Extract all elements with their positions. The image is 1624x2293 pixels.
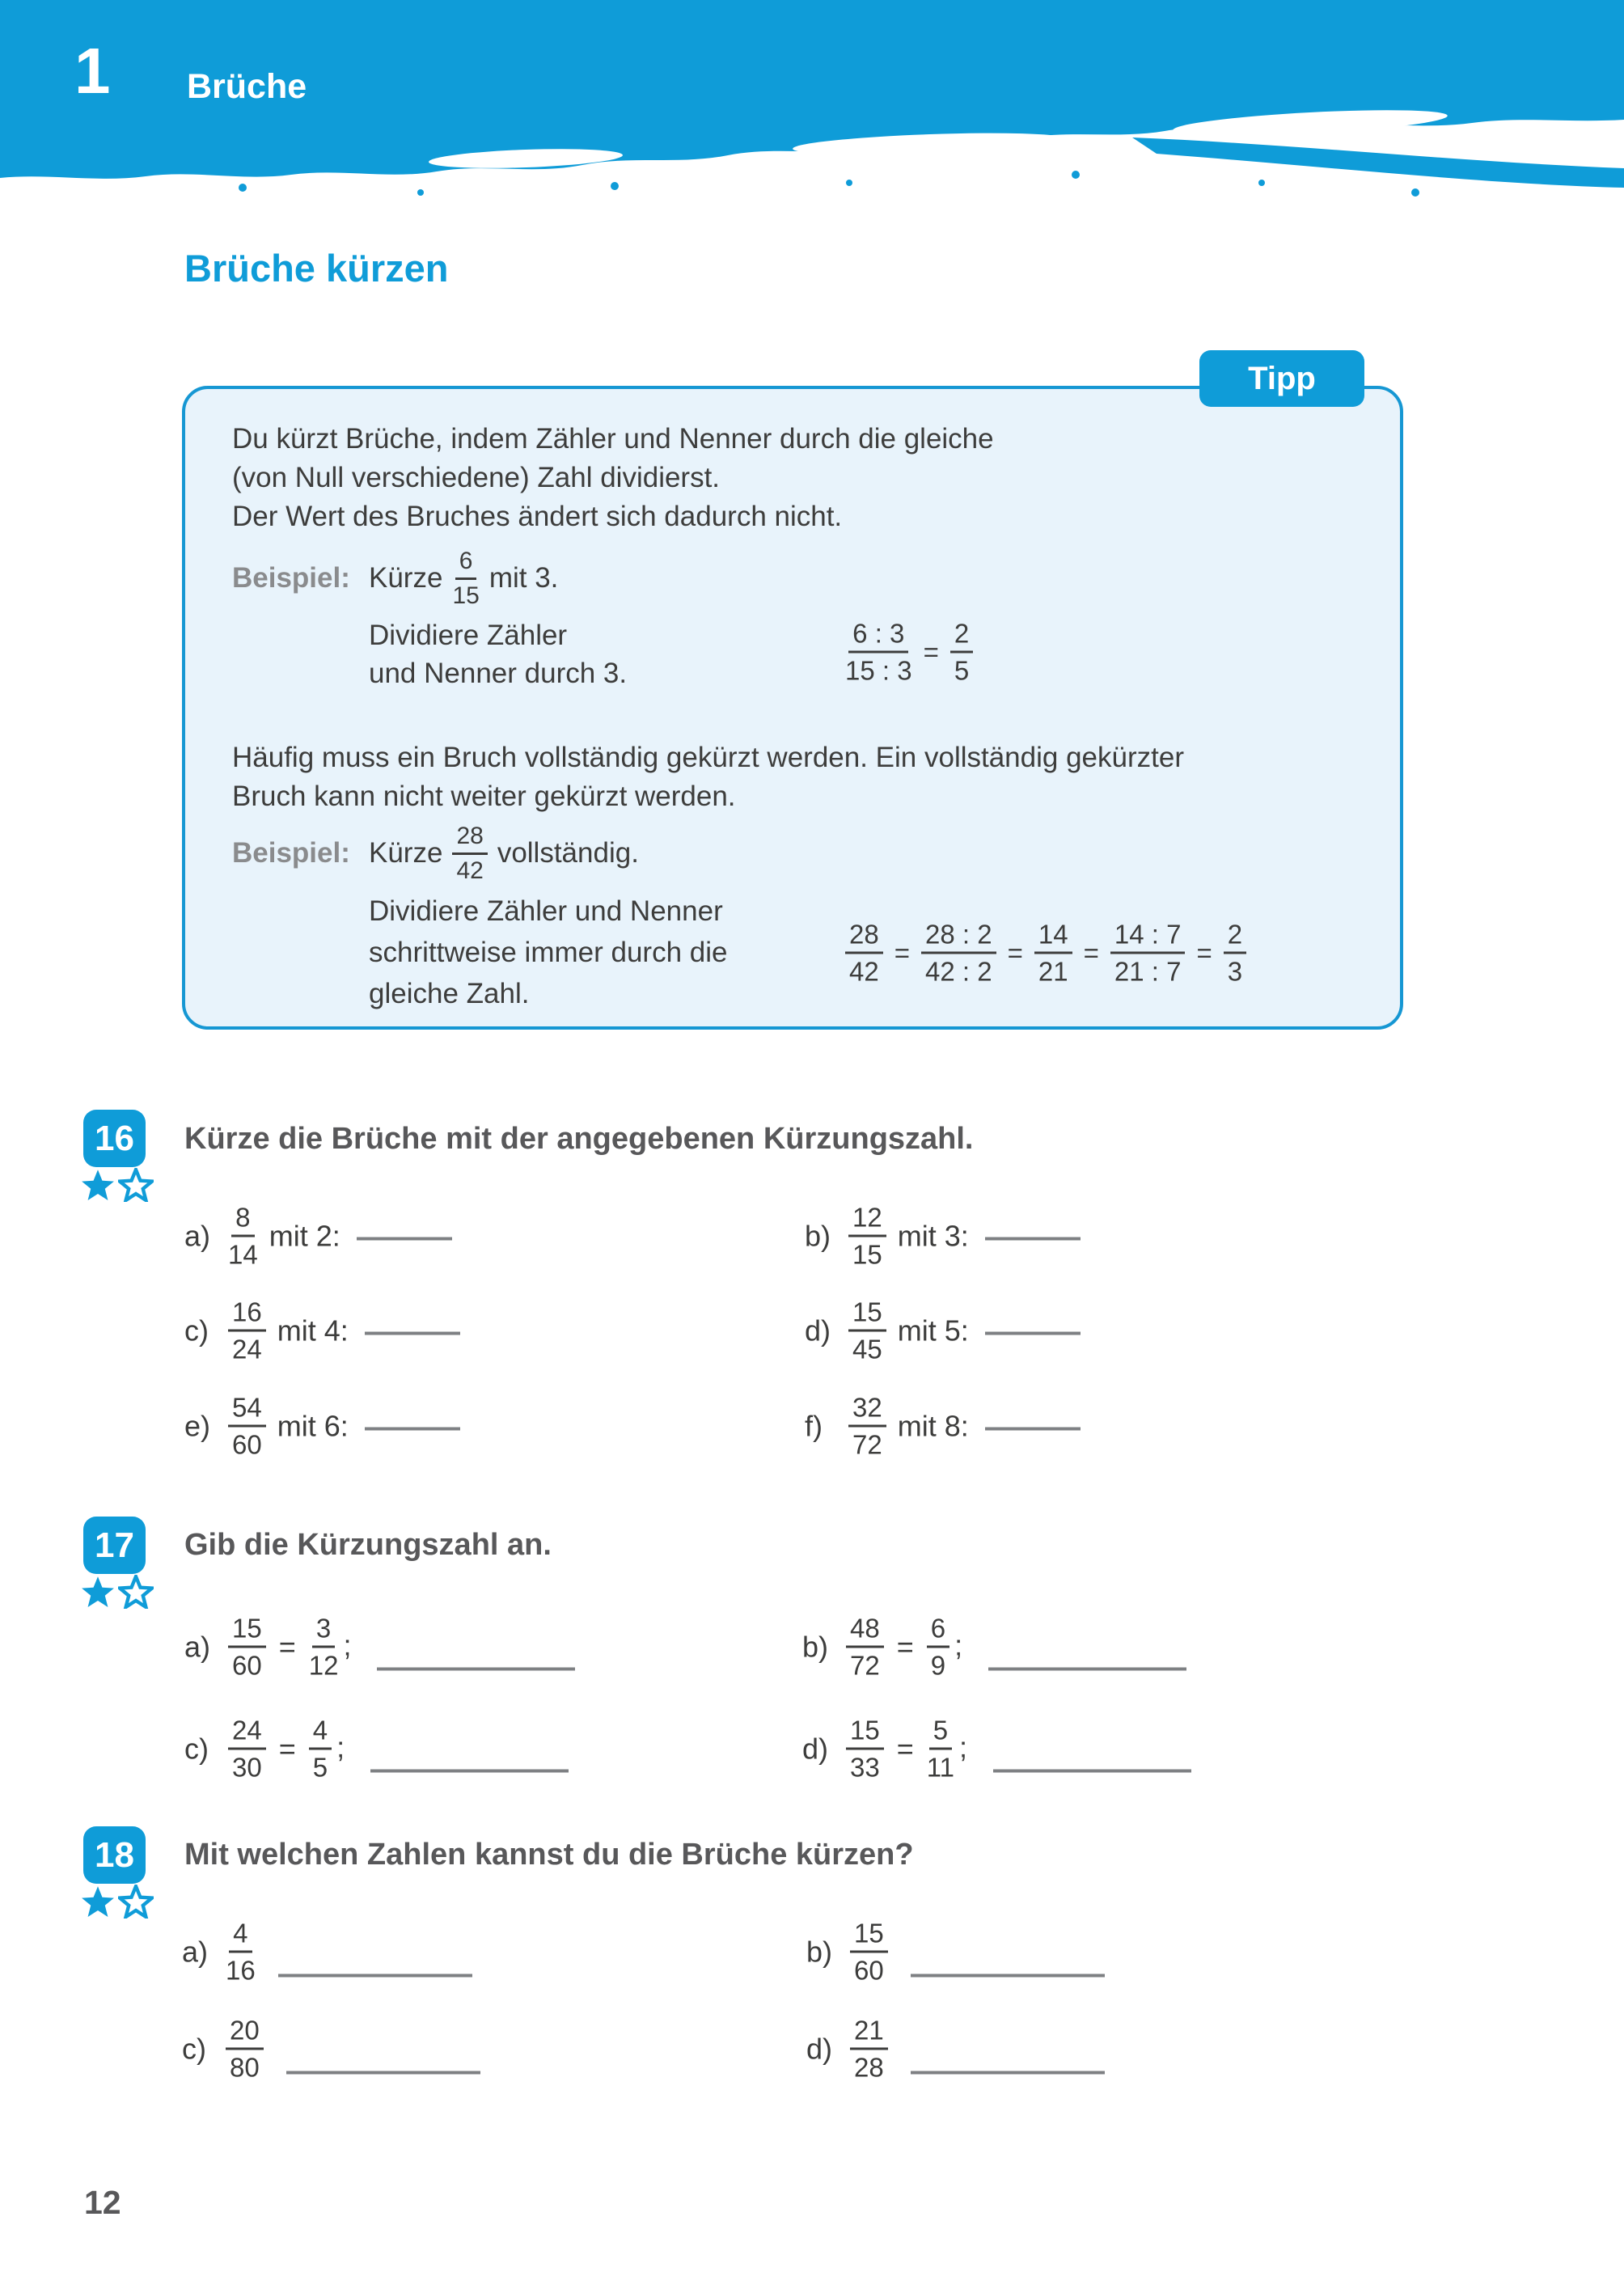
fraction: $\frac{15}{60}$ [850, 1920, 888, 1984]
exercise-18-item-a: a) $\frac{4}{16}$ [182, 1920, 472, 1984]
answer-blank[interactable] [370, 1770, 569, 1773]
answer-blank[interactable] [278, 1974, 472, 1978]
fraction: $\frac{28}{42}$ [452, 824, 487, 883]
exercise-17-item-a: a) $\frac{15}{60}$ = $\frac{3}{12}$ ; [184, 1615, 575, 1679]
exercise-18-title: Mit welchen Zahlen kannst du die Brüche kürzen? [184, 1838, 914, 1872]
answer-blank[interactable] [357, 1237, 452, 1240]
fraction: $\frac{15}{45}$ [848, 1299, 886, 1363]
fraction: $\frac{8}{14}$ [228, 1202, 258, 1270]
answer-blank[interactable] [985, 1331, 1081, 1335]
answer-blank[interactable] [365, 1427, 460, 1430]
tip-example-1 [232, 540, 558, 616]
fraction: $\frac{6 : 3}{15 : 3}$ [845, 618, 912, 686]
fraction: $\frac{32}{72}$ [848, 1394, 886, 1458]
exercise-18-item-c: c) $\frac{20}{80}$ [182, 2017, 480, 2081]
difficulty-stars-16 [80, 1168, 154, 1202]
fraction: $\frac{4}{16}$ [226, 1918, 256, 1986]
fraction: $\frac{2}{3}$ [1224, 921, 1246, 985]
answer-blank[interactable] [988, 1668, 1186, 1671]
fraction: $\frac{6}{15}$ [452, 547, 480, 609]
separator: ; [954, 1628, 963, 1662]
example-suffix: mit 3. [488, 562, 559, 594]
difficulty-stars-18 [80, 1885, 154, 1919]
tip-middle-text: Häufig muss ein Bruch vollständig gekürzt werden. Ein vollständig gekürzter Bruch kann nicht weiter gekürzt werden. [232, 742, 1184, 812]
example-label: Beispiel: [232, 837, 350, 869]
exercise-17-item-d: d) $\frac{15}{33}$ = $\frac{5}{11}$ ; [802, 1717, 1191, 1781]
fraction: $\frac{16}{24}$ [228, 1299, 266, 1363]
star-filled-icon [80, 1885, 116, 1919]
tip-example-1-equation [845, 620, 973, 684]
item-suffix: mit 3: [897, 1219, 969, 1252]
page-title: Brüche kürzen [184, 247, 449, 290]
tip-badge: Tipp [1199, 350, 1364, 407]
answer-blank[interactable] [286, 2071, 480, 2075]
fraction: $\frac{12}{15}$ [848, 1204, 886, 1268]
separator: ; [336, 1730, 345, 1764]
exercise-17-item-b: b) $\frac{48}{72}$ = $\frac{6}{9}$ ; [802, 1615, 1186, 1679]
item-suffix: mit 4: [277, 1314, 349, 1347]
exercise-18-item-d: d) $\frac{21}{28}$ [806, 2017, 1105, 2081]
equals-sign: = [1007, 937, 1023, 967]
fraction: $\frac{28}{42}$ [845, 921, 883, 985]
exercise-16-item-d: d) $\frac{15}{45}$ mit 5: [805, 1299, 1081, 1363]
example-suffix: vollständig. [497, 837, 639, 869]
fraction: $\frac{48}{72}$ [846, 1615, 884, 1679]
fraction: $\frac{54}{60}$ [228, 1394, 266, 1458]
star-outline-icon [118, 1575, 154, 1609]
item-suffix: mit 5: [897, 1314, 969, 1347]
answer-blank[interactable] [985, 1237, 1081, 1240]
example-prefix: Kürze [369, 562, 443, 594]
example-prefix: Kürze [369, 837, 443, 869]
item-suffix: mit 2: [269, 1219, 340, 1252]
task-number-badge-18: 18 [83, 1826, 146, 1884]
star-outline-icon [118, 1168, 154, 1202]
exercise-17-title: Gib die Kürzungszahl an. [184, 1528, 552, 1562]
answer-blank[interactable] [911, 2071, 1105, 2075]
tip-intro-line: (von Null verschiedene) Zahl dividierst. [232, 462, 721, 493]
equals-sign: = [896, 1630, 914, 1663]
star-outline-icon [118, 1885, 154, 1919]
page-number: 12 [84, 2184, 121, 2221]
star-filled-icon [80, 1168, 116, 1202]
separator: ; [343, 1628, 352, 1662]
star-filled-icon [80, 1575, 116, 1609]
task-number-badge-16: 16 [83, 1110, 146, 1167]
fraction: $\frac{15}{60}$ [228, 1615, 266, 1679]
fraction: $\frac{14 : 7}{21 : 7}$ [1110, 921, 1186, 985]
tip-example-2 [232, 815, 639, 891]
item-suffix: mit 6: [277, 1409, 349, 1442]
difficulty-stars-17 [80, 1575, 154, 1609]
answer-blank[interactable] [377, 1668, 575, 1671]
tip-intro-line: Du kürzt Brüche, indem Zähler und Nenner durch die gleiche [232, 423, 994, 455]
answer-blank[interactable] [985, 1427, 1081, 1430]
equals-sign: = [896, 1732, 914, 1765]
equals-sign: = [1196, 937, 1212, 967]
tip-example-2-equation [845, 921, 1246, 985]
fraction: $\frac{24}{30}$ [228, 1717, 266, 1781]
fraction: $\frac{28 : 2}{42 : 2}$ [921, 921, 996, 985]
equals-sign: = [278, 1732, 296, 1765]
tip-example-1-explanation: Dividiere Zähler und Nenner durch 3. [369, 620, 628, 689]
exercise-16-title: Kürze die Brüche mit der angegebenen Kürzungszahl. [184, 1122, 974, 1156]
equals-sign: = [278, 1630, 296, 1663]
fraction: $\frac{14}{21}$ [1034, 921, 1072, 985]
fraction: $\frac{15}{33}$ [846, 1717, 884, 1781]
fraction: $\frac{5}{11}$ [926, 1715, 955, 1783]
tip-example-2-explanation: Dividiere Zähler und Nenner schrittweise immer durch die gleiche Zahl. [369, 895, 728, 1009]
exercise-16-item-f: f) $\frac{32}{72}$ mit 8: [805, 1394, 1081, 1458]
equals-sign: = [1083, 937, 1099, 967]
exercise-16-item-e: e) $\frac{54}{60}$ mit 6: [184, 1394, 460, 1458]
fraction: $\frac{21}{28}$ [850, 2017, 888, 2081]
equals-sign: = [894, 937, 910, 967]
exercise-16-item-b: b) $\frac{12}{15}$ mit 3: [805, 1204, 1081, 1268]
tip-intro-line: Der Wert des Bruches ändert sich dadurch nicht. [232, 501, 843, 532]
tip-intro-text [232, 420, 994, 536]
example-label: Beispiel: [232, 562, 350, 594]
chapter-number: 1 [74, 35, 111, 107]
answer-blank[interactable] [993, 1770, 1191, 1773]
chapter-title: Brüche [187, 67, 307, 106]
exercise-16-item-a: a) $\frac{8}{14}$ mit 2: [184, 1204, 452, 1268]
separator: ; [959, 1730, 968, 1764]
exercise-18-item-b: b) $\frac{15}{60}$ [806, 1920, 1105, 1984]
equals-sign: = [923, 637, 939, 666]
fraction: $\frac{4}{5}$ [309, 1717, 332, 1781]
exercise-17-item-c: c) $\frac{24}{30}$ = $\frac{4}{5}$ ; [184, 1717, 569, 1781]
fraction: $\frac{6}{9}$ [927, 1615, 949, 1679]
exercise-16-item-c: c) $\frac{16}{24}$ mit 4: [184, 1299, 460, 1363]
fraction: $\frac{2}{5}$ [950, 620, 973, 684]
answer-blank[interactable] [365, 1331, 460, 1335]
fraction: $\frac{3}{12}$ [308, 1613, 339, 1681]
item-suffix: mit 8: [897, 1409, 969, 1442]
answer-blank[interactable] [911, 1974, 1105, 1978]
task-number-badge-17: 17 [83, 1517, 146, 1574]
fraction: $\frac{20}{80}$ [226, 2017, 264, 2081]
